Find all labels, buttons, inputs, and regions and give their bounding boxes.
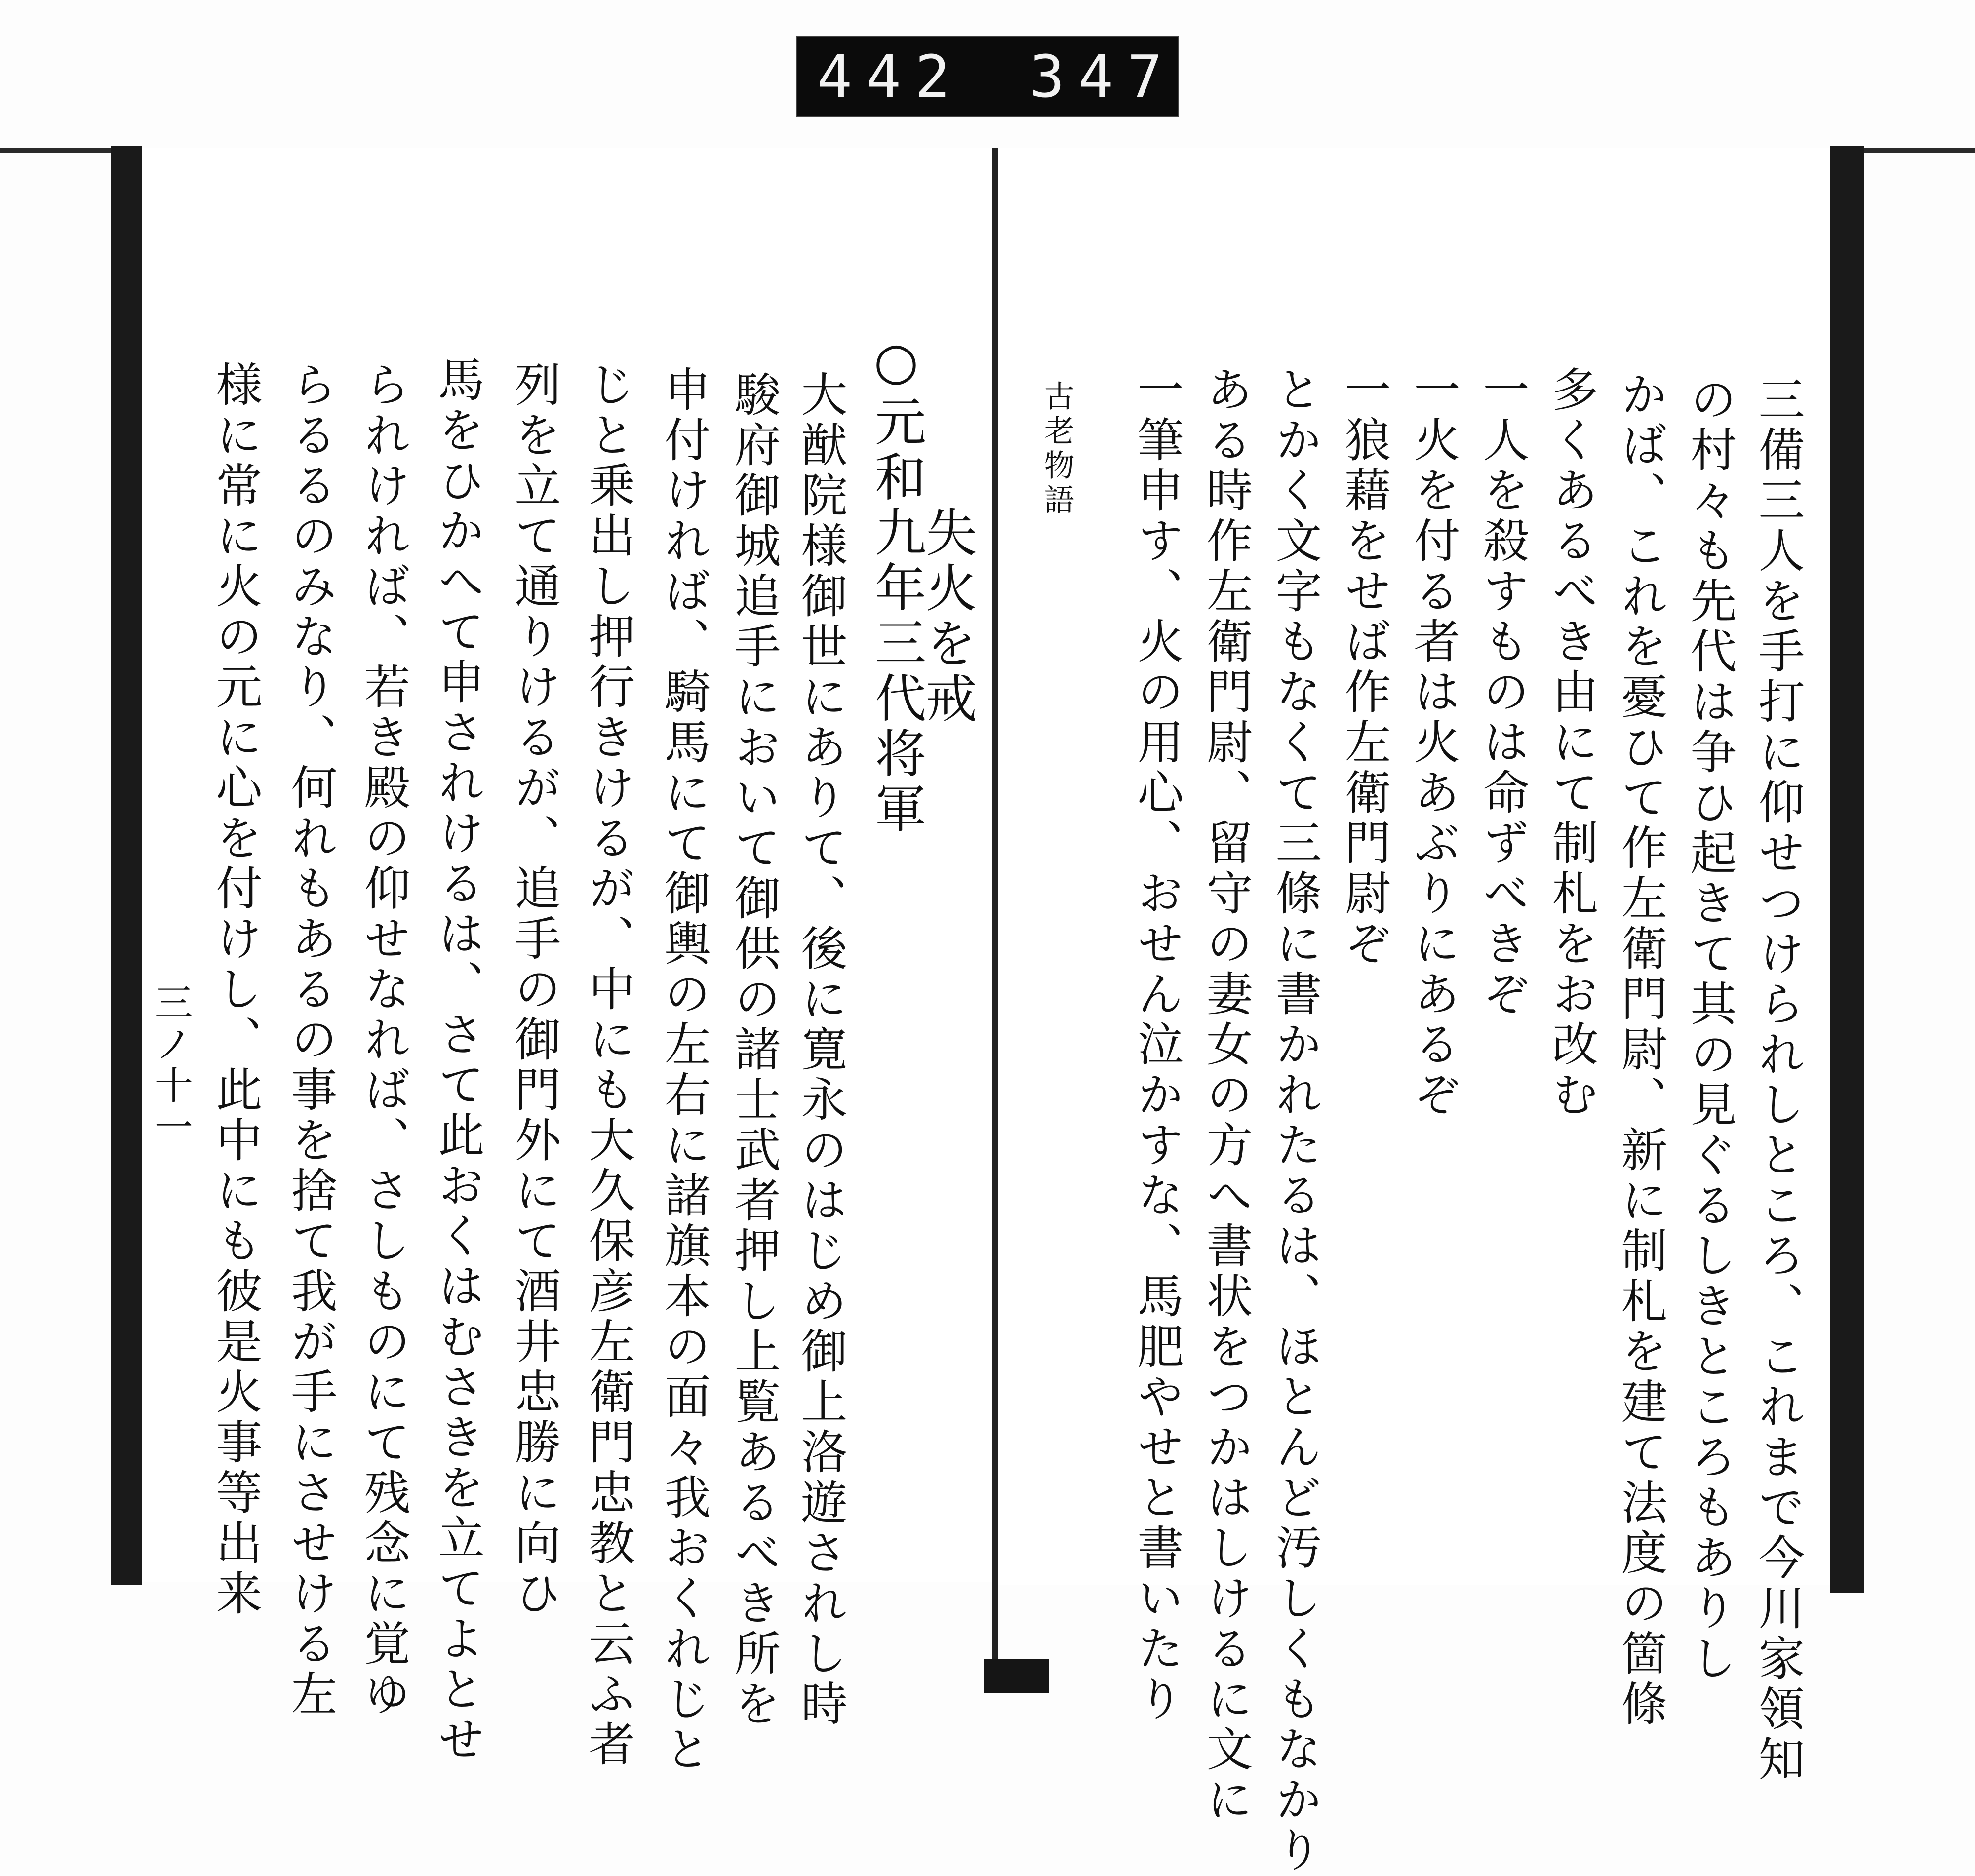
right-column-3: かば、これを憂ひて作左衛門尉、新に制札を建て法度の箇條 — [1613, 370, 1667, 1730]
left-column-7: られければ、若き殿の仰せなれば、さしものにて残念に覚ゆ — [356, 360, 410, 1720]
page-number: 三ノ十一 — [148, 982, 193, 1148]
left-column-9: 様に常に火の元に心を付けし、此中にも彼是火事等出来 — [208, 360, 262, 1619]
page-gutter — [992, 148, 998, 1659]
left-page — [142, 148, 992, 1775]
frame-label — [796, 36, 1179, 117]
left-column-8: らるるのみなり、何れもあるの事を捨て我が手にさせける左 — [283, 360, 337, 1720]
left-column-3: 申付ければ、騎馬にて御輿の左右に諸旗本の面々我おくれじと — [656, 365, 710, 1775]
right-book-edge — [1830, 146, 1864, 1593]
left-book-edge — [111, 146, 142, 1585]
right-page — [998, 148, 1830, 1876]
source-note: 古老物語 — [1039, 380, 1075, 518]
left-column-1: 大猷院様御世にありて、後に寛永のはじめ御上洛遊されし時 — [793, 370, 847, 1730]
bottom-clip — [984, 1659, 1049, 1693]
right-column-6: 一火を付る者は火あぶりにあるぞ — [1406, 365, 1460, 1121]
right-column-9: ある時作左衛門尉、留守の妻女の方へ書状をつかはしけるに文に — [1198, 365, 1252, 1826]
right-column-7: 一狼藉をせば作左衛門尉ぞ — [1337, 365, 1390, 970]
right-column-10: 一筆申す、火の用心、おせん泣かすな、馬肥やせと書いたり — [1129, 365, 1183, 1725]
left-column-4: じと乗出し押行きけるが、中にも大久保彦左衛門忠教と云ふ者 — [581, 360, 634, 1770]
left-column-2: 駿府御城追手において御供の諸士武者押し上覧あるべき所を — [726, 370, 780, 1730]
right-column-2: の村々も先代は争ひ起きて其の見ぐるしきところもありし — [1682, 375, 1736, 1684]
left-column-5: 列を立て通りけるが、追手の御門外にて酒井忠勝に向ひ — [507, 360, 560, 1619]
right-column-5: 一人を殺すものは命ずべきぞ — [1475, 365, 1529, 1020]
frame-number-right: 347 — [1029, 42, 1177, 111]
section-title: 失火を戒 — [917, 506, 977, 727]
frame-number-left: 442 — [817, 42, 964, 111]
right-column-8: とかく文字もなくて三條に書かれたるは、ほとんど汚しくもなかり — [1267, 365, 1321, 1876]
left-column-6: 馬をひかへて申されけるは、さて此おくはむさきを立てよとせ — [430, 355, 484, 1765]
right-column-1: 三備三人を手打に仰せつけられしところ、これまで今川家領知 — [1750, 375, 1804, 1785]
section-heading: ○元和九年三代将軍 — [866, 331, 926, 837]
right-column-4: 多くあるべき由にて制札をお改む — [1544, 365, 1598, 1121]
